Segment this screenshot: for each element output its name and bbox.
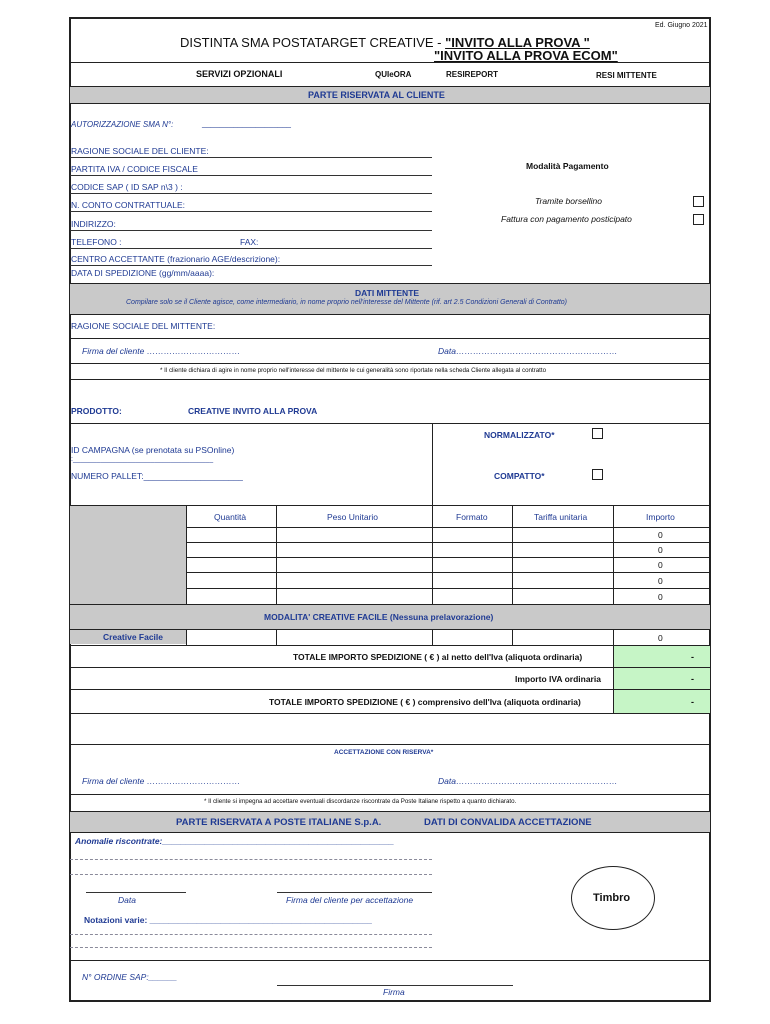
col-quantity: Quantità (214, 512, 247, 522)
pallet-label[interactable]: NUMERO PALLET:_____________________ (71, 471, 243, 481)
field-account: N. CONTO CONTRATTUALE: (71, 200, 185, 210)
notes-label[interactable]: Notazioni varie: _______________________________________________ (84, 915, 372, 925)
sender-title: DATI MITTENTE (355, 288, 420, 298)
field-vat: PARTITA IVA / CODICE FISCALE (71, 164, 198, 174)
acceptance-note: * Il cliente si impegna ad accettare eventuali discordanze riscontrate da Poste Italiane rispetto a quanto dichiarato. (204, 798, 517, 805)
payment-title: Modalità Pagamento (526, 161, 609, 171)
total-net-label: TOTALE IMPORTO SPEDIZIONE ( € ) al netto dell'Iva (aliquota ordinaria) (293, 652, 583, 662)
col-unit-rate: Tariffa unitaria (534, 512, 588, 522)
form-title-main: DISTINTA SMA POSTATARGET CREATIVE - (180, 35, 446, 50)
payment-option-invoice: Fattura con pagamento posticipato (501, 214, 632, 224)
col-unit-weight: Peso Unitario (327, 512, 379, 522)
poste-header-right: DATI DI CONVALIDA ACCETTAZIONE (424, 817, 592, 828)
poste-header-left: PARTE RISERVATA A POSTE ITALIANE S.p.A. (176, 817, 382, 828)
form-title-part1: "INVITO ALLA PROVA " (445, 35, 590, 50)
total-gross-value: - (691, 697, 694, 707)
col-format: Formato (456, 512, 488, 522)
payment-option-wallet: Tramite borsellino (535, 196, 602, 206)
service-quieora: QUIeORA (375, 70, 412, 79)
service-resireport: RESIREPORT (446, 70, 499, 79)
total-gross-label: TOTALE IMPORTO SPEDIZIONE ( € ) comprensivo dell'Iva (aliquota ordinaria) (269, 697, 581, 707)
sender-name-label: RAGIONE SOCIALE DEL MITTENTE: (71, 321, 216, 331)
table-row-amount: 0 (658, 576, 663, 586)
payment-wallet-checkbox[interactable] (693, 196, 704, 207)
total-net-value: - (691, 652, 694, 662)
anomalies-label[interactable]: Anomalie riscontrate:_________________________________________________ (75, 836, 395, 846)
normalized-checkbox[interactable] (592, 428, 603, 439)
sender-declaration: * Il cliente dichiara di agire in nome proprio nell'interesse del mittente le cui generalità sono riportate nella scheda Cliente allegata al contratto (160, 367, 547, 374)
creative-label: Creative Facile (103, 632, 164, 642)
vat-value-cell (614, 668, 710, 689)
field-address: INDIRIZZO: (71, 219, 116, 229)
poste-date-label: Data (118, 895, 136, 905)
table-row-amount: 0 (658, 592, 663, 602)
field-fax: FAX: (240, 237, 259, 247)
poste-client-signature: Firma del cliente per accettazione (286, 895, 414, 905)
poste-header (70, 812, 710, 832)
campaign-blank[interactable]: :____________________________________ (71, 456, 214, 463)
authorization-label: AUTORIZZAZIONE SMA N°: (71, 120, 174, 129)
field-center: CENTRO ACCETTANTE (frazionario AGE/descrizione): (71, 254, 281, 264)
field-shipping-date: DATA DI SPEDIZIONE (gg/mm/aaaa): (71, 268, 215, 278)
col-amount: Importo (646, 512, 675, 522)
product-value: CREATIVE INVITO ALLA PROVA (188, 406, 318, 416)
normalized-label: NORMALIZZATO* (484, 430, 555, 440)
compact-label: COMPATTO* (494, 471, 545, 481)
acceptance-date[interactable]: Data………………………………………………… (438, 776, 618, 786)
optional-services-label: SERVIZI OPZIONALI (196, 69, 283, 79)
product-label: PRODOTTO: (71, 406, 122, 416)
authorization-blank[interactable]: ____________________ (202, 119, 291, 128)
service-resi-mittente: RESI MITTENTE (596, 71, 657, 80)
creative-title: MODALITA' CREATIVE FACILE (Nessuna prelavorazione) (264, 612, 494, 622)
sap-order-label[interactable]: N° ORDINE SAP:______ (82, 972, 178, 982)
sender-date[interactable]: Data………………………………………………… (438, 346, 618, 356)
field-client-name: RAGIONE SOCIALE DEL CLIENTE: (71, 146, 209, 156)
table-row-amount: 0 (658, 560, 663, 570)
vat-label: Importo IVA ordinaria (515, 674, 601, 684)
sender-signature[interactable]: Firma del cliente …………………………… (82, 346, 241, 356)
table-row-amount: 0 (658, 530, 663, 540)
payment-invoice-checkbox[interactable] (693, 214, 704, 225)
total-gross-value-cell (614, 690, 710, 713)
signature-label: Firma (383, 987, 405, 997)
total-net-value-cell (614, 646, 710, 667)
creative-amount: 0 (658, 633, 663, 643)
table-row-amount: 0 (658, 545, 663, 555)
form-title-part2: "INVITO ALLA PROVA ECOM" (434, 48, 618, 63)
table-gray-block (70, 506, 186, 604)
acceptance-signature[interactable]: Firma del cliente …………………………… (82, 776, 241, 786)
stamp-label: Timbro (593, 892, 631, 904)
vat-value: - (691, 674, 694, 684)
field-phone: TELEFONO : (71, 237, 122, 247)
field-sap-code: CODICE SAP ( ID SAP n\3 ) : (71, 182, 183, 192)
compact-checkbox[interactable] (592, 469, 603, 480)
edition-label: Ed. Giugno 2021 (655, 22, 708, 29)
campaign-label: ID CAMPAGNA (se prenotata su PSOnline) (71, 445, 235, 455)
client-section-title: PARTE RISERVATA AL CLIENTE (308, 90, 445, 100)
acceptance-label: ACCETTAZIONE CON RISERVA* (334, 749, 434, 756)
sender-note: Compilare solo se il Cliente agisce, come intermediario, in nome proprio nell'interesse del Mittente (rif. art 2.5 Condizioni Generali di Contratto) (126, 299, 567, 306)
